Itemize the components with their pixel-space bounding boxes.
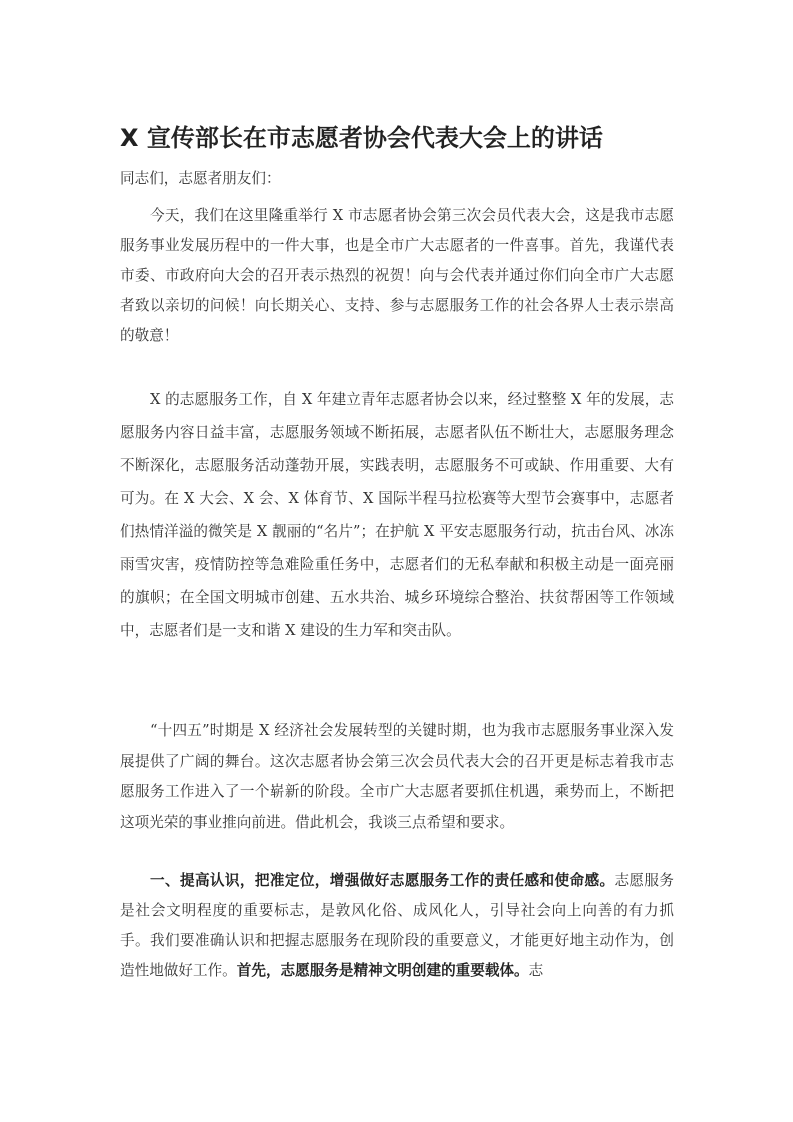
- salutation: 同志们，志愿者朋友们：: [120, 170, 281, 187]
- section-one-body: 志愿服务是社会文明程度的重要标志，是敦风化俗、成风化人，引导社会向上向善的有力抓手。我们要准确认识和把握志愿服务在现阶段的重要意义，才能更好地主动作为，创造性地做好工作。: [120, 872, 674, 979]
- section-one-emphasis: 首先，志愿服务是精神文明创建的重要载体。: [236, 962, 529, 979]
- section-one-continuation: 志: [528, 962, 544, 979]
- paragraph-outlook: “十四五”时期是 X 经济社会发展转型的关键时期，也为我市志愿服务事业深入发展提供了广阔的舞台。这次志愿者协会第三次会员代表大会的召开更是标志着我市志愿服务工作进入了一个崭新的阶段。全市广大志愿者要抓住机遇，乘势而上，不断把这项光荣的事业推向前进。借此机会，我谈三点希望和要求。: [120, 722, 674, 831]
- paragraph-achievements: X 的志愿服务工作，自 X 年建立青年志愿者协会以来，经过整整 X 年的发展，志愿服务内容日益丰富，志愿服务领域不断拓展，志愿者队伍不断壮大，志愿服务理念不断深化，志愿服务活动蓬勃开展，实践表明，志愿服务不可或缺、作用重要、大有可为。在 X 大会、X 会、X 体育节、X 国际半程马拉松赛等大型节会赛事中，志愿者们热情洋溢的微笑是 X 靓丽的“名片”；在护航 X 平安志愿服务行动，抗击台风、冰冻雨雪灾害，疫情防控等急难险重任务中，志愿者们的无私奉献和积极主动是一面亮丽的旗帜；在全国文明城市创建、五水共治、城乡环境综合整治、扶贫帮困等工作领域中，志愿者们是一支和谐 X 建设的生力军和突击队。: [120, 391, 674, 639]
- document-title: X 宣传部长在市志愿者协会代表大会上的讲话: [120, 124, 603, 152]
- paragraph-opening: 今天，我们在这里隆重举行 X 市志愿者协会第三次会员代表大会，这是我市志愿服务事业发展历程中的一件大事，也是全市广大志愿者的一件喜事。首先，我谨代表市委、市政府向大会的召开表示热烈的祝贺！向与会代表并通过你们向全市广大志愿者致以亲切的问候！向长期关心、支持、参与志愿服务工作的社会各界人士表示崇高的敬意！: [120, 207, 674, 344]
- paragraph-section-one: [120, 866, 674, 986]
- section-one-heading: 一、提高认识，把准定位，增强做好志愿服务工作的责任感和使命感。: [150, 872, 615, 889]
